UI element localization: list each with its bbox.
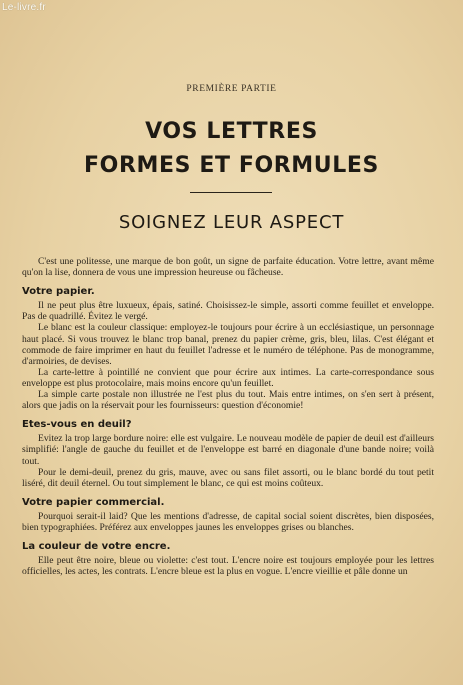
watermark: Le-livre.fr [2,2,46,13]
paragraph: Il ne peut plus être luxueux, épais, satiné. Choisissez-le simple, assorti comme feuillet et enveloppe. Pas de quadrillé. Évitez le vergé. [22,300,434,323]
section-commercial [22,497,434,533]
section-heading: Votre papier. [22,286,95,298]
paragraph: La carte-lettre à pointillé ne convient que pour écrire aux intimes. La carte-correspondance sous enveloppe est plus protocolaire, mais moins encore qu'un feuillet. [22,366,434,389]
body-text [22,256,434,577]
paragraph: Pourquoi serait-il laid? Que les mentions d'adresse, de capital social soient discrètes, bien disposées, bien typographiées. Préférez aux enveloppes jaunes les enveloppes grises ou blanches. [22,510,434,533]
paragraph: Evitez la trop large bordure noire: elle est vulgaire. Le nouveau modèle de papier de deuil est d'ailleurs simplifié: l'angle de gauche du feuillet et de l'enveloppe est barré en diagonale d'une bande noire; voilà tout. [22,433,434,467]
intro-paragraph: C'est une politesse, une marque de bon goût, un signe de parfaite éducation. Votre lettre, avant même qu'on la lise, donnera de vous une impression heureuse ou fâcheuse. [22,256,434,279]
section-encre [22,541,434,577]
title-line-1: VOS LETTRES [145,119,318,144]
section-heading: La couleur de votre encre. [22,541,171,553]
paragraph: Pour le demi-deuil, prenez du gris, mauve, avec ou sans filet assorti, ou le blanc bordé du tout petit liséré, dit deuil éternel. Ou tout simplement le blanc, ce qui est moins coûteux. [22,466,434,489]
title-line-2: FORMES ET FORMULES [84,153,379,178]
title-divider [190,192,272,193]
section-heading: Etes-vous en deuil? [22,419,132,431]
part-label: PREMIÈRE PARTIE [186,84,277,94]
paragraph: Le blanc est la couleur classique: employez-le toujours pour écrire à un ecclésiastique, un personnage haut placé. Si vous trouvez le blanc trop banal, prenez du papier crème, gris, bleu, lilas. C'est élégant et commode de faire imprimer en haut du feuillet l'adresse et le numéro de téléphone. Pas de monogramme, d'armoiries, de devises. [22,322,434,367]
paragraph: Elle peut être noire, bleue ou violette: c'est tout. L'encre noire est toujours employée pour les lettres officielles, les actes, les contrats. L'encre bleue est la plus en vogue. L'encre vieillie et pâle donne un [22,555,434,578]
section-heading: Votre papier commercial. [22,496,165,508]
section-subtitle: SOIGNEZ LEUR ASPECT [118,212,345,233]
section-papier [22,286,434,411]
section-deuil [22,419,434,489]
paragraph: La simple carte postale non illustrée ne l'est plus du tout. Mais entre intimes, on s'en sert à présent, alors que jadis on la réservait pour les fournisseurs: question d'économie! [22,389,434,412]
